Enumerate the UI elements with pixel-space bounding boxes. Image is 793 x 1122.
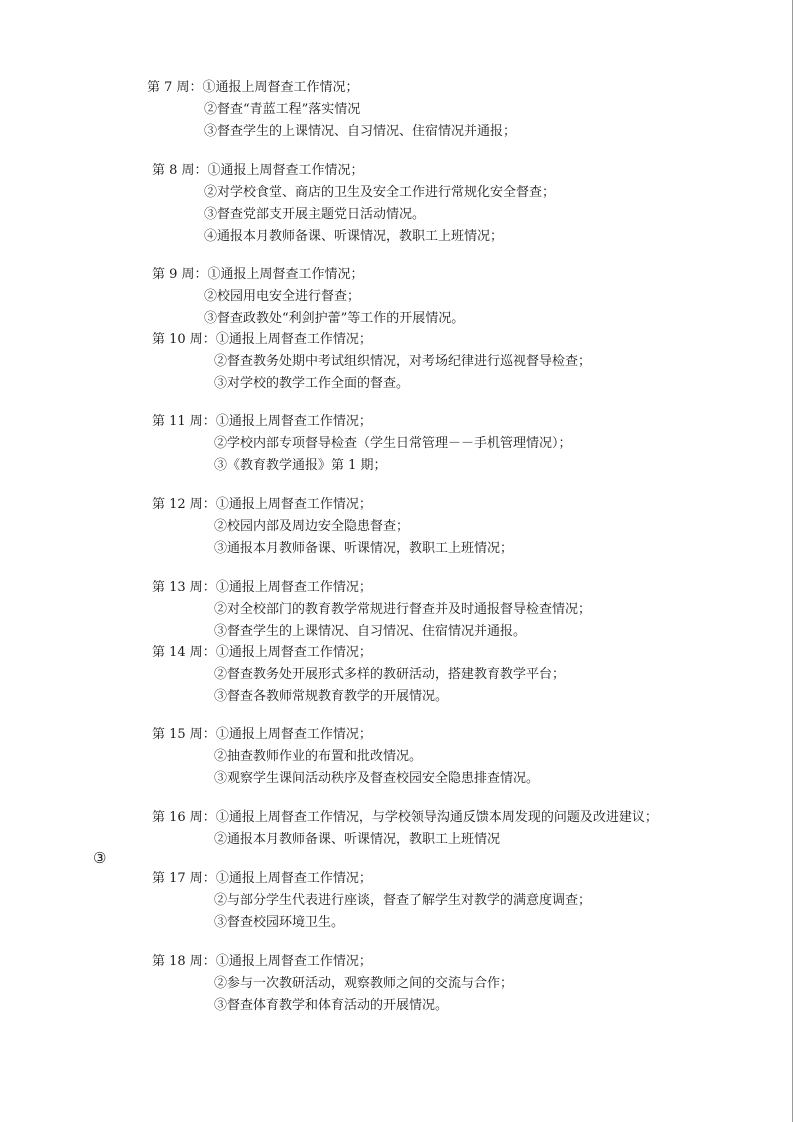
week-item: ①通报上周督查工作情况；	[207, 163, 364, 178]
stray-item-marker: ③	[93, 849, 107, 867]
week-8-line-1	[152, 162, 364, 180]
week-10-item-2: ②督查教务处期中考试组织情况，对考场纪律进行巡视督导检查；	[214, 354, 592, 369]
week-9-line-1	[152, 266, 364, 284]
week-13-item-3: ③督查学生的上课情况、自习情况、住宿情况并通报。	[214, 624, 527, 639]
week-item: ①通报上周督查工作情况；	[215, 954, 372, 969]
week-16-item-2: ②通报本月教师备课、听课情况，教职工上班情况	[214, 832, 501, 847]
week-15-line-1	[152, 726, 372, 744]
week-item: ①通报上周督查工作情况；	[215, 727, 372, 742]
week-label: 第 14 周：	[152, 645, 216, 660]
week-10-line-1	[152, 331, 372, 349]
week-18-line-1	[152, 953, 372, 971]
week-label: 第 13 周：	[152, 580, 216, 595]
week-label: 第 17 周：	[152, 871, 216, 886]
week-label: 第 10 周：	[152, 332, 216, 347]
week-item: ①通报上周督查工作情况；	[215, 497, 372, 512]
week-8-item-4: ④通报本月教师备课、听课情况，教职工上班情况；	[204, 229, 504, 244]
week-18-item-3: ③督查体育教学和体育活动的开展情况。	[214, 998, 449, 1013]
week-12-item-2: ②校园内部及周边安全隐患督查；	[214, 519, 410, 534]
week-16-line-1	[152, 809, 658, 827]
week-17-item-3: ③督查校园环境卫生。	[214, 915, 345, 930]
week-label: 第 7 周：	[147, 80, 203, 95]
week-label: 第 11 周：	[152, 414, 216, 429]
week-item: ①通报上周督查工作情况；	[215, 414, 372, 429]
week-9-item-2: ②校园用电安全进行督查；	[204, 289, 361, 304]
week-14-line-1	[152, 644, 372, 662]
week-12-line-1	[152, 496, 372, 514]
week-11-item-3: ③《教育教学通报》第 1 期；	[214, 458, 387, 473]
week-8-item-2: ②对学校食堂、商店的卫生及安全工作进行常规化安全督查；	[204, 185, 556, 200]
week-14-item-2: ②督查教务处开展形式多样的教研活动，搭建教育教学平台；	[214, 667, 566, 682]
week-17-line-1	[152, 870, 372, 888]
week-15-item-2: ②抽查教师作业的布置和批改情况。	[214, 749, 423, 764]
week-11-line-1	[152, 413, 372, 431]
week-item: ①通报上周督查工作情况；	[215, 645, 372, 660]
week-item: ①通报上周督查工作情况；	[215, 580, 372, 595]
week-7-line-1	[147, 79, 359, 97]
week-11-item-2: ②学校内部专项督导检查（学生日常管理－－手机管理情况）；	[214, 436, 572, 451]
week-label: 第 12 周：	[152, 497, 216, 512]
week-item: ①通报上周督查工作情况；	[202, 80, 359, 95]
week-label: 第 18 周：	[152, 954, 216, 969]
week-7-item-2: ②督查“青蓝工程”落实情况	[204, 102, 361, 117]
week-12-item-3: ③通报本月教师备课、听课情况，教职工上班情况；	[214, 541, 514, 556]
week-13-item-2: ②对全校部门的教育教学常规进行督查并及时通报督导检查情况；	[214, 602, 592, 617]
week-label: 第 9 周：	[152, 267, 208, 282]
week-18-item-2: ②参与一次教研活动，观察教师之间的交流与合作；	[214, 976, 514, 991]
week-item: ①通报上周督查工作情况；	[215, 332, 372, 347]
week-13-line-1	[152, 579, 372, 597]
week-item: ①通报上周督查工作情况，与学校领导沟通反馈本周发现的问题及改进建议；	[215, 810, 658, 825]
week-10-item-3: ③对学校的教学工作全面的督查。	[214, 376, 410, 391]
week-label: 第 15 周：	[152, 727, 216, 742]
week-15-item-3: ③观察学生课间活动秩序及督查校园安全隐患排查情况。	[214, 771, 540, 786]
week-item: ①通报上周督查工作情况；	[215, 871, 372, 886]
week-14-item-3: ③督查各教师常规教育教学的开展情况。	[214, 689, 449, 704]
week-7-item-3: ③督查学生的上课情况、自习情况、住宿情况并通报；	[204, 124, 517, 139]
week-item: ①通报上周督查工作情况；	[207, 267, 364, 282]
week-9-item-3: ③督查政教处“利剑护蕾”等工作的开展情况。	[204, 311, 465, 326]
week-17-item-2: ②与部分学生代表进行座谈，督查了解学生对教学的满意度调查；	[214, 893, 592, 908]
week-8-item-3: ③督查党部支开展主题党日活动情况。	[204, 207, 426, 222]
week-label: 第 16 周：	[152, 810, 216, 825]
week-label: 第 8 周：	[152, 163, 208, 178]
